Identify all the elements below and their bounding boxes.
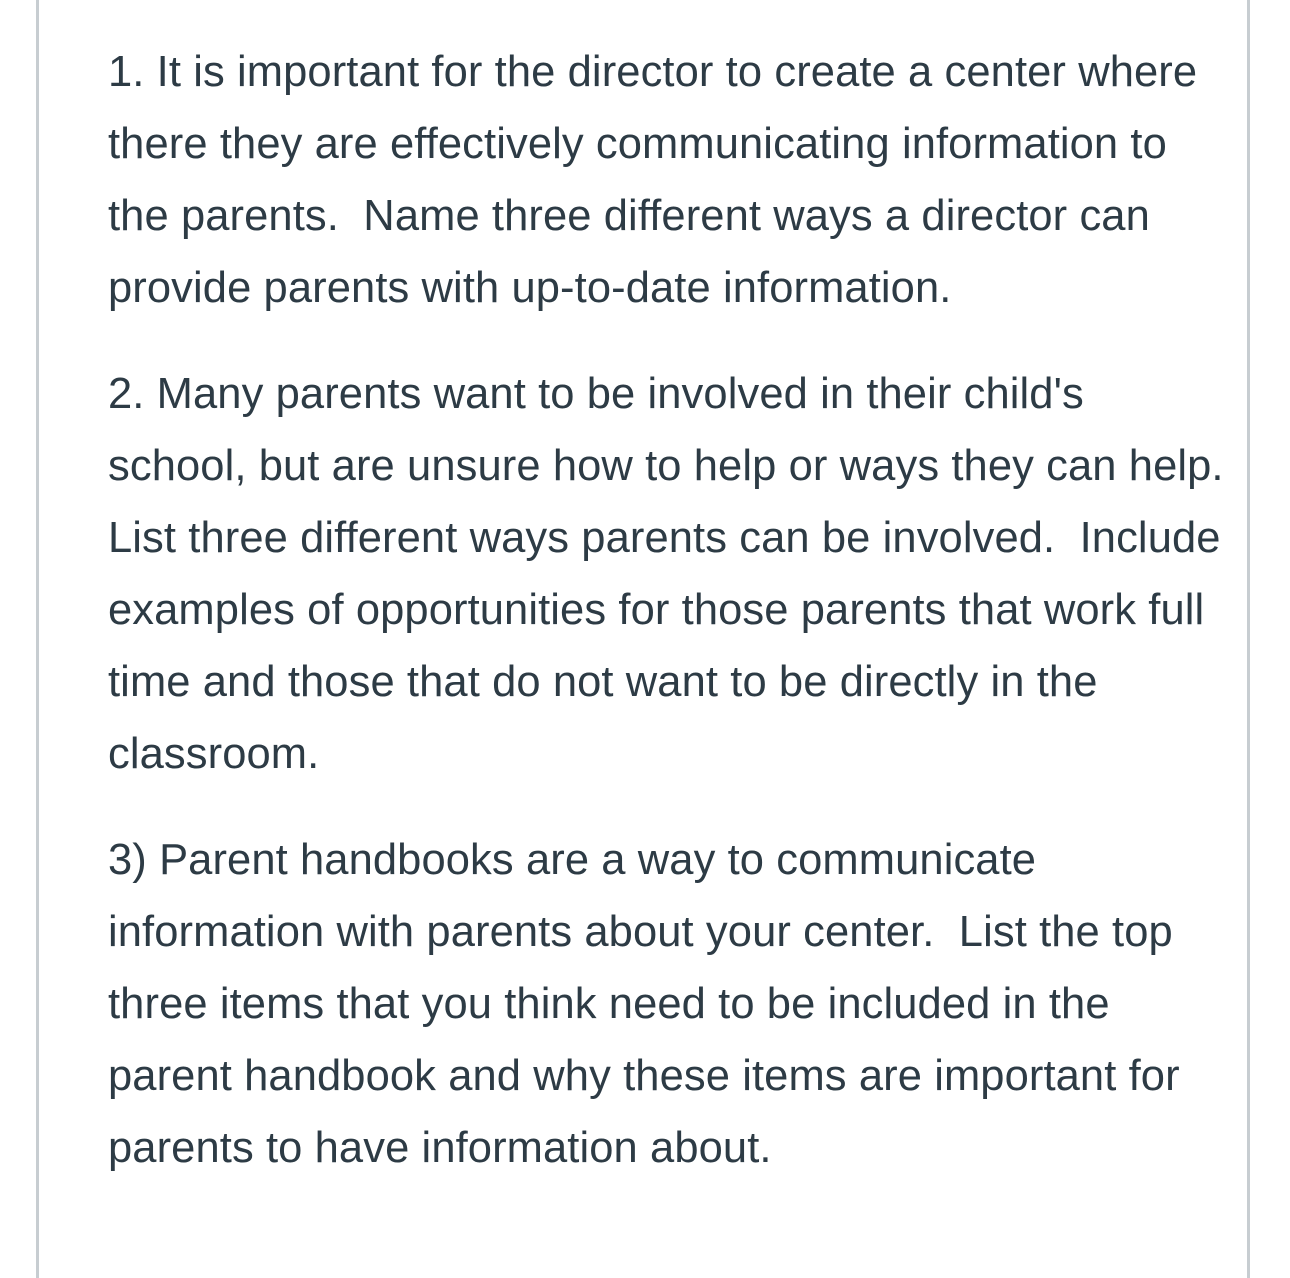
question-2: 2. Many parents want to be involved in their child's school, but are unsure how to help or ways they can help. List three different ways parents can be involved. Include examples of opportunities for those parents that work full time and those that do not want to be directly in the classroom.: [108, 370, 1248, 778]
assignment-content-panel: [36, 0, 1250, 1278]
question-list: [108, 36, 1248, 1184]
question-1: 1. It is important for the director to create a center where there they are effectively communicating information to the parents. Name three different ways a director can provide parents with up-to-date information.: [108, 48, 1210, 312]
question-3: 3) Parent handbooks are a way to communicate information with parents about your center. List the top three items that you think need to be included in the parent handbook and why these items are important for parents to have information about.: [108, 836, 1192, 1172]
